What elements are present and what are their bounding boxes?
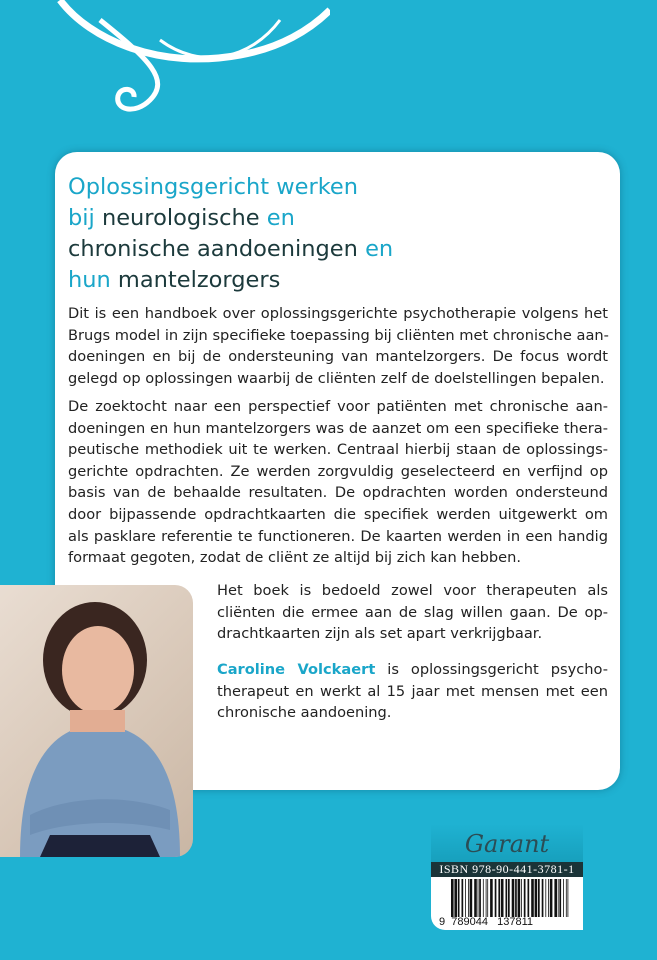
- title-line: [68, 203, 393, 234]
- barcode-bar: [458, 879, 460, 917]
- author-photo: [0, 585, 193, 857]
- barcode-bar: [465, 879, 466, 917]
- decorative-swirl: [0, 0, 330, 130]
- title-segment: chronische aandoeningen: [68, 236, 366, 262]
- text-line: formaat gegoten, zodat de cliënt ze altijd bij zich kan hebben.: [68, 549, 521, 567]
- title-segment: Oplossingsgericht werken: [68, 174, 359, 200]
- text-line: doeningen en hun mantelzorgers was de aanzet om een specifieke thera-: [68, 419, 608, 437]
- barcode-bar: [518, 879, 521, 917]
- barcode-bar: [528, 879, 530, 917]
- title-segment: hun: [68, 267, 111, 293]
- barcode-bar: [495, 879, 497, 917]
- text-line: therapeut en werkt al 15 jaar met mensen met een: [217, 682, 608, 700]
- title-segment: en: [365, 236, 394, 262]
- barcode-bar: [542, 879, 544, 917]
- title-segment: bij: [68, 205, 95, 231]
- barcode-bar: [515, 879, 517, 917]
- barcode-bar: [468, 879, 469, 917]
- text-line: cliënten die ermee aan de slag willen gaan. De op-: [217, 603, 608, 621]
- barcode-bar: [478, 879, 479, 917]
- barcode-bar: [462, 879, 464, 917]
- barcode-bar: [558, 879, 559, 917]
- barcode-bar: [568, 879, 569, 917]
- barcode-bar: [554, 879, 557, 917]
- text-line: basis van de behaalde resultaten. De opdrachten worden ondersteund: [68, 484, 608, 502]
- paragraph-audience: [217, 580, 608, 645]
- title-line: [68, 265, 393, 296]
- text-line: doeningen en bij de ondersteuning van mantelzorgers. De focus wordt: [68, 348, 608, 366]
- text-line: Dit is een handboek over oplossingsgerichte psychotherapie volgens het: [68, 305, 608, 322]
- isbn-barcode-block: [431, 824, 583, 930]
- isbn-text: ISBN 978-90-441-3781-1: [431, 862, 583, 877]
- barcode-bar: [563, 879, 564, 917]
- barcode-bar: [454, 879, 457, 917]
- text-line: drachtkaarten zijn als set apart verkrijgbaar.: [217, 625, 543, 643]
- barcode-bar: [487, 879, 488, 917]
- barcode-bar: [508, 879, 510, 917]
- title-segment: en: [266, 205, 295, 231]
- barcode-bar: [470, 879, 473, 917]
- text-line: Brugs model in zijn specifieke toepassing bij cliënten met chronische aan-: [68, 326, 609, 344]
- barcode-bar: [538, 879, 540, 917]
- barcode-icon: [451, 879, 571, 917]
- barcode-bar: [545, 879, 546, 917]
- barcode-bar: [479, 879, 481, 917]
- paragraph-method: [68, 396, 608, 569]
- book-title: [68, 172, 393, 296]
- barcode-bar: [531, 879, 534, 917]
- paragraph-intro: [68, 303, 608, 389]
- barcode-bar: [548, 879, 549, 917]
- text-line: gerichte opdrachten. Ze werden zorgvuldig geselecteerd en verfijnd op: [68, 462, 608, 480]
- barcode-bar: [486, 879, 487, 917]
- text-line: gelegd op oplossingen waarbij de cliënten zelf de doelstellingen bepalen.: [68, 369, 605, 387]
- barcode-bar: [559, 879, 561, 917]
- barcode-digits: 9 789044 137811: [439, 916, 533, 928]
- title-segment: neurologische: [94, 205, 267, 231]
- barcode-bar: [550, 879, 553, 917]
- paragraph-author: [217, 659, 608, 724]
- barcode-bar: [490, 879, 493, 917]
- publisher-logo: Garant: [431, 824, 583, 862]
- title-line: [68, 172, 393, 203]
- barcode-bar: [501, 879, 504, 917]
- text-line: peutische methodiek uit te werken. Centraal hierbij staan de oplossings-: [68, 441, 608, 459]
- barcode-bar: [535, 879, 538, 917]
- barcode-bar: [474, 879, 477, 917]
- barcode-bar: [566, 879, 567, 917]
- barcode-bar: [524, 879, 526, 917]
- text-line: Het boek is bedoeld zowel voor therapeuten als: [217, 582, 608, 599]
- text-line: door bijpassende opdrachtkaarten die specifiek werden uitgewerkt om: [68, 505, 608, 523]
- barcode-bar: [483, 879, 484, 917]
- barcode-bar: [512, 879, 515, 917]
- text-line: Caroline Volckaert is oplossingsgericht psycho-: [217, 661, 608, 678]
- text-line: als pasklare referentie te functioneren. De kaarten werden in een handig: [68, 527, 608, 545]
- barcode-bar: [498, 879, 500, 917]
- text-line: De zoektocht naar een perspectief voor patiënten met chronische aan-: [68, 398, 608, 415]
- barcode-bar: [521, 879, 522, 917]
- text-line: chronische aandoening.: [217, 704, 392, 722]
- barcode-bar: [451, 879, 454, 917]
- author-name: Caroline Volckaert: [217, 661, 376, 678]
- title-line: [68, 234, 393, 265]
- title-segment: mantelzorgers: [110, 267, 281, 293]
- barcode-bar: [506, 879, 508, 917]
